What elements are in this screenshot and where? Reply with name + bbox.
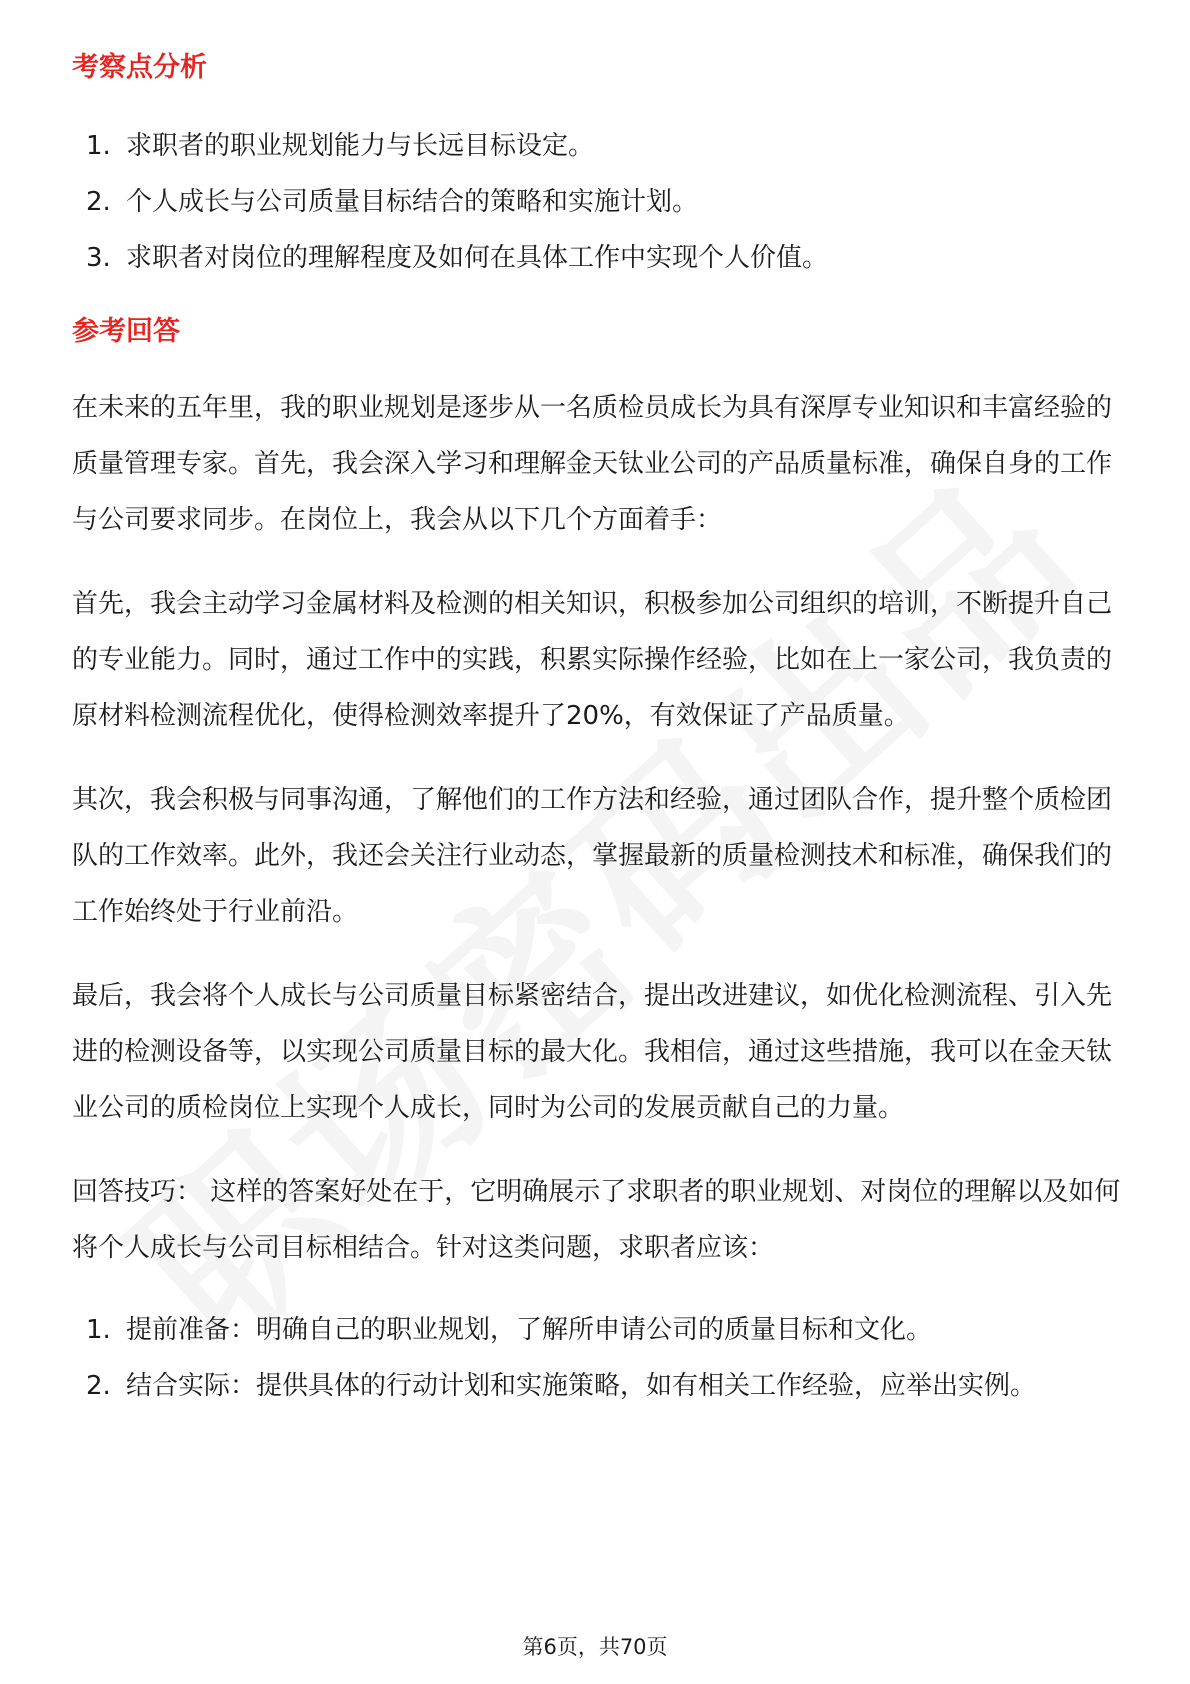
answer-heading: 参考回答	[72, 316, 180, 347]
list-item	[72, 174, 1122, 230]
list-number: 1.	[86, 1315, 111, 1345]
list-item-text: 求职者的职业规划能力与长远目标设定。	[126, 131, 595, 161]
list-item	[72, 1302, 1122, 1358]
analysis-list	[72, 118, 1122, 286]
list-item-text: 结合实际：提供具体的行动计划和实施策略，如有相关工作经验，应举出实例。	[126, 1371, 1037, 1401]
list-item	[72, 1358, 1122, 1414]
list-item	[72, 118, 1122, 174]
page-number-footer: 第6页，共70页	[522, 1635, 668, 1659]
list-number: 2.	[86, 1371, 111, 1401]
list-item-text: 求职者对岗位的理解程度及如何在具体工作中实现个人价值。	[126, 243, 829, 273]
list-number: 1.	[86, 131, 111, 161]
analysis-heading: 考察点分析	[72, 52, 207, 83]
list-item-text: 个人成长与公司质量目标结合的策略和实施计划。	[126, 187, 699, 217]
list-item-text: 提前准备：明确自己的职业规划，了解所申请公司的质量目标和文化。	[126, 1315, 933, 1345]
answer-paragraph: 在未来的五年里，我的职业规划是逐步从一名质检员成长为具有深厚专业知识和丰富经验的质量管理专家。首先，我会深入学习和理解金天钛业公司的产品质量标准，确保自身的工作与公司要求同步。在岗位上，我会从以下几个方面着手：	[72, 393, 1113, 535]
page-content	[72, 48, 1122, 1414]
list-item	[72, 230, 1122, 286]
tips-intro-paragraph: 回答技巧： 这样的答案好处在于，它明确展示了求职者的职业规划、对岗位的理解以及如何将个人成长与公司目标相结合。针对这类问题，求职者应该：	[72, 1177, 1121, 1263]
tips-list	[72, 1302, 1122, 1414]
answer-paragraph: 首先，我会主动学习金属材料及检测的相关知识，积极参加公司组织的培训，不断提升自己的专业能力。同时，通过工作中的实践，积累实际操作经验，比如在上一家公司，我负责的原材料检测流程优化，使得检测效率提升了20%，有效保证了产品质量。	[72, 589, 1113, 731]
list-number: 3.	[86, 243, 111, 273]
answer-paragraph: 最后，我会将个人成长与公司质量目标紧密结合，提出改进建议，如优化检测流程、引入先进的检测设备等，以实现公司质量目标的最大化。我相信，通过这些措施，我可以在金天钛业公司的质检岗位上实现个人成长，同时为公司的发展贡献自己的力量。	[72, 981, 1113, 1123]
list-number: 2.	[86, 187, 111, 217]
answer-paragraph: 其次，我会积极与同事沟通，了解他们的工作方法和经验，通过团队合作，提升整个质检团队的工作效率。此外，我还会关注行业动态，掌握最新的质量检测技术和标准，确保我们的工作始终处于行业前沿。	[72, 785, 1113, 927]
